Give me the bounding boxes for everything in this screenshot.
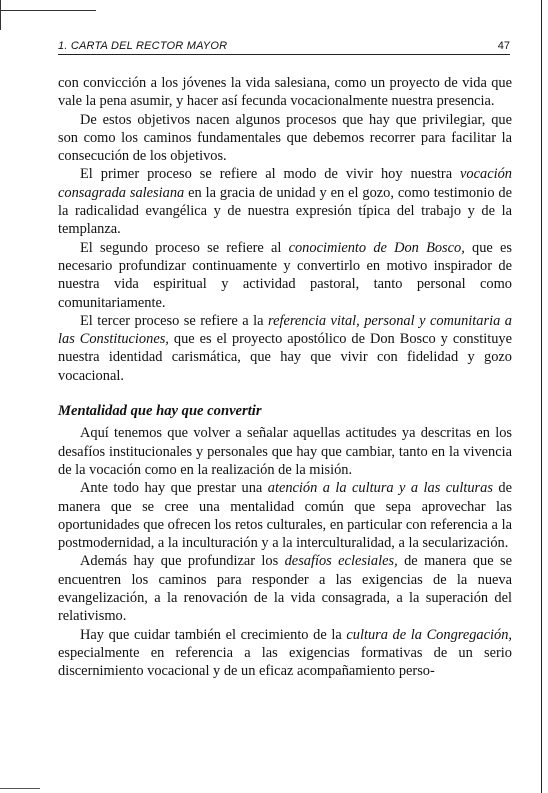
paragraph-text: especialmente en referencia a las exigencias formativas de un serio discernimiento vocacional y de un eficaz acompañamiento perso- [58,644,512,680]
paragraph-text: El segundo proceso se refiere al [80,239,289,256]
emphasis-text: cultura de la Congregación, [346,626,512,643]
paragraph [58,626,512,681]
page-edge-rule [541,0,542,793]
crop-mark [0,10,96,11]
emphasis-text: vocación consagrada salesiana [58,166,512,201]
body-text [58,74,512,681]
paragraph [58,552,512,625]
paragraph-text: Hay que cuidar también el crecimiento de la [80,626,347,643]
emphasis-text: atención a la cultura y a las culturas [267,480,493,497]
paragraph-text: El tercer proceso se refiere a la [80,312,268,329]
paragraph [58,479,512,552]
paragraph-text: que es necesario profundizar continuamente y convertirlo en motivo inspirador de nuestra vida espiritual y actividad pastoral, tanto personal como comunitariamente. [58,239,512,311]
running-header [58,40,510,55]
emphasis-text: referencia vital, personal y comunitaria a las Constituciones, [58,312,512,348]
paragraph [58,74,512,111]
emphasis-text: desafíos eclesiales, [284,553,398,570]
paragraph-text: El primer proceso se refiere al modo de vivir hoy nuestra [80,166,461,183]
paragraph-text: Ante todo hay que prestar una [80,480,268,497]
running-title: 1. CARTA DEL RECTOR MAYOR [58,40,228,52]
paragraph [58,239,512,312]
crop-mark [0,0,1,30]
section-heading: Mentalidad que hay que convertir [58,403,262,420]
paragraph-text: de manera que se encuentren los caminos para responder a las exigencias de la nueva evangelización, a la renovación de la vida consagrada, a la superación del relativismo. [58,553,512,625]
page-number: 47 [497,40,510,52]
paragraph [58,111,512,166]
paragraph [58,312,512,385]
paragraph-text: de manera que se cree una mentalidad común que sepa aprovechar las oportunidades que ofrecen los retos culturales, en particular con referencia a la postmodernidad, a la inculturación y a la interculturalidad, a la secularización. [58,480,512,552]
crop-mark [0,788,40,789]
emphasis-text: conocimiento de Don Bosco, [288,239,465,256]
paragraph-text: Además hay que profundizar los [80,553,285,570]
paragraph-text: De estos objetivos nacen algunos procesos que hay que privilegiar, que son como los caminos fundamentales que debemos recorrer para facilitar la consecución de los objetivos. [58,111,512,165]
paragraph [58,165,512,238]
paragraph [58,424,512,479]
paragraph-text: Aquí tenemos que volver a señalar aquellas actitudes ya descritas en los desafíos institucionales y personales que hay que cambiar, tanto en la vivencia de la vocación como en la realización de la misión. [58,425,512,478]
paragraph-text: que es el proyecto apostólico de Don Bosco y constituye nuestra identidad carismática, que hay que vivir con fidelidad y gozo vocacional. [58,331,512,384]
paragraph-text: en la gracia de unidad y en el gozo, como testimonio de la radicalidad evangélica y de nuestra expresión típica del trabajo y de la templanza. [58,184,512,238]
paragraph-text: con convicción a los jóvenes la vida salesiana, como un proyecto de vida que vale la pena asumir, y hacer así fecunda vocacionalmente nuestra presencia. [58,75,512,110]
